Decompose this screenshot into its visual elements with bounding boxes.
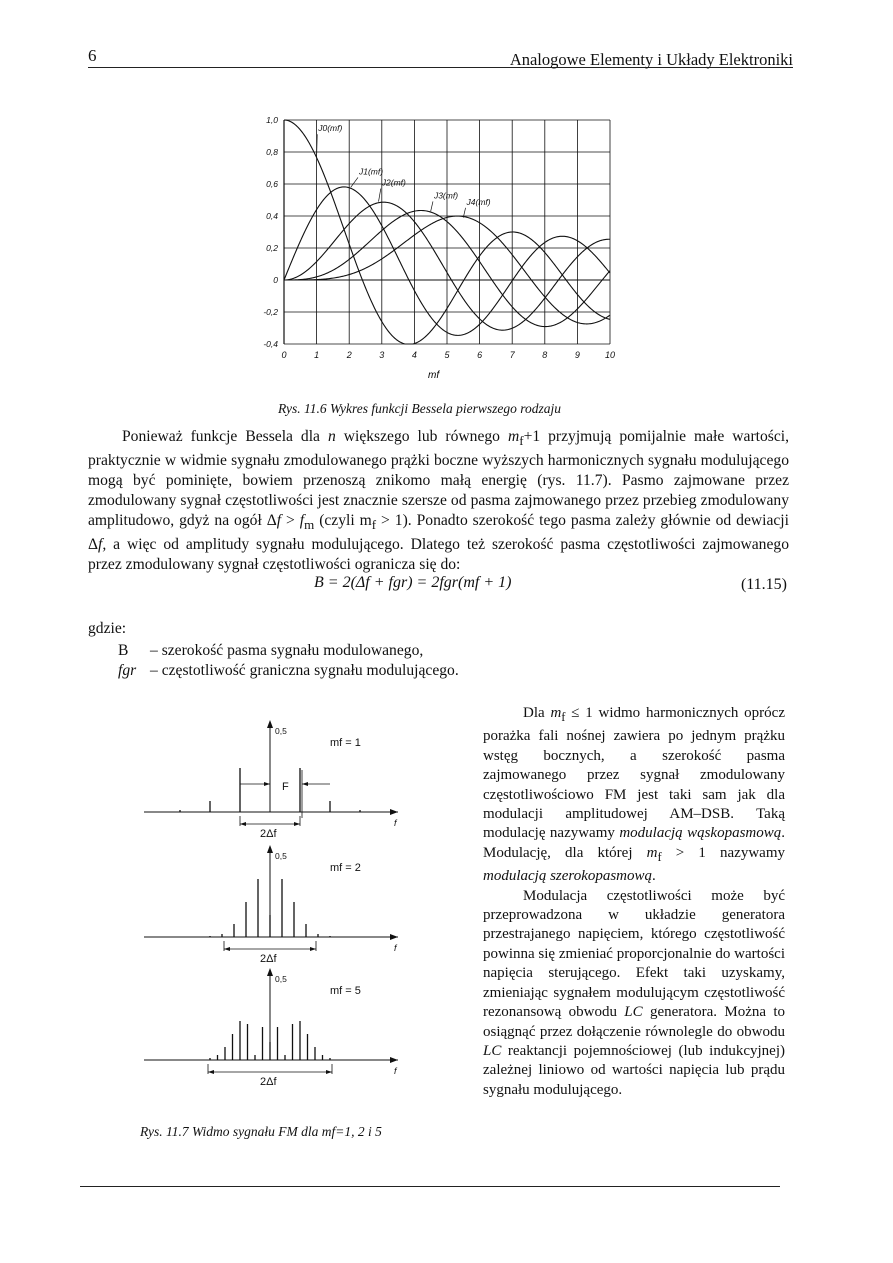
para-italic: f: [276, 512, 282, 530]
y-tick-label: 1,0: [266, 115, 278, 125]
page-number: 6: [88, 46, 97, 65]
y-tick-label: 0,2: [266, 243, 278, 253]
axis-arrow: [267, 720, 273, 728]
spectrum-panel-2: [144, 845, 398, 965]
y-tick-label: -0,2: [263, 307, 278, 317]
definition-symbol: fgr: [118, 662, 137, 679]
footer-rule: [80, 1186, 780, 1187]
col-text: reaktancji pojemnościowej (lub indukcyjnej) zależnej liniowo od wartości napięcia lub prądu sygnału modulującego.: [483, 1042, 785, 1098]
chart-grid: [284, 120, 610, 344]
col-text: Dla: [523, 705, 551, 721]
x-tick-label: 9: [574, 350, 580, 360]
y-tick-label: -0,4: [263, 339, 278, 349]
peak-label: 0,5: [275, 851, 287, 861]
para-text: a więc od amplitudy sygnału modulującego. Dlatego też szerokość pasma częstotliwości zajmowanego przez zmodulowany sygnał częstotliwości ogranicza się do:: [88, 536, 789, 574]
x-tick-label: 1: [314, 350, 320, 360]
series-label: J3(mf): [433, 190, 459, 201]
para-sub: m: [304, 517, 315, 533]
col-text: generatora. Można to osiągnąć przez dołączenie równolegle do obwodu: [483, 1004, 785, 1040]
fm-spectrum-figure: [140, 714, 410, 1114]
col-text: > 1 nazywamy: [661, 844, 785, 861]
axis-arrow: [267, 845, 273, 853]
para-sub: f: [371, 517, 377, 533]
bessel-chart: [250, 112, 630, 392]
col-italic: LC: [624, 1004, 643, 1021]
spacing-arrow: [302, 782, 308, 786]
x-tick-label: 5: [444, 350, 450, 360]
chart-series-labels: [317, 123, 491, 217]
equation-11-15: [88, 574, 789, 602]
definition-text: – szerokość pasma sygnału modulowanego,: [150, 642, 424, 659]
axis-arrow: [390, 809, 398, 815]
para-text: większego lub równego: [335, 428, 508, 445]
y-tick-label: 0,6: [266, 179, 278, 189]
mf-label: mf = 1: [330, 737, 361, 749]
peak-label: 0,5: [275, 974, 287, 984]
axis-f-label: f: [394, 1066, 397, 1076]
col-italic: m: [646, 844, 658, 861]
definition-item: [118, 661, 459, 681]
bandwidth-label: 2Δf: [260, 1076, 277, 1088]
equation-number: (11.15): [740, 576, 787, 593]
x-tick-label: 4: [411, 350, 417, 360]
column-paragraph-2: [483, 887, 785, 1100]
series-label-leader: [351, 177, 358, 187]
spectrum-panel-1: [144, 720, 398, 840]
series-label-leader: [431, 201, 433, 211]
para-italic: n: [327, 428, 336, 445]
para-text: (czyli m: [314, 512, 372, 530]
x-tick-label: 7: [509, 350, 515, 360]
para-sub: f: [519, 433, 524, 449]
definition-item: [118, 641, 459, 661]
para-italic: m: [507, 428, 520, 445]
book-title: Analogowe Elementy i Układy Elektroniki: [509, 50, 793, 69]
series-label-leader: [379, 189, 381, 202]
definitions-list: [118, 641, 459, 681]
x-tick-label: 0: [281, 350, 287, 360]
col-sub: f: [561, 710, 566, 724]
col-text: .: [652, 868, 656, 885]
x-tick-label: 3: [379, 350, 385, 360]
main-paragraph: [88, 427, 789, 575]
col-sub: f: [657, 849, 662, 864]
figure-1-caption: Rys. 11.6 Wykres funkcji Bessela pierwszego rodzaju: [278, 401, 561, 416]
spectrum-panel-3: [144, 968, 398, 1088]
y-tick-label: 0: [273, 275, 278, 285]
column-paragraph-1: [483, 704, 785, 887]
col-text: Modulacja częstotliwości może być przeprowadzona w układzie generatora przestrajanego napięciem, którego częstotliwość powinna się zmieniać proporcjonalnie do wartości napięcia sterującego. Efekt taki uzyskamy, zmieniając sygnałem modulującym częstotliwość rezonansową obwodu: [483, 887, 785, 1021]
col-text: ≤ 1 widmo harmonicznych oprócz porażka fali nośnej zawiera po jednym prążku wstęg bocznych, a szerokość pasma zajmowanego przez sygnał zmodulowany częstotliwościowo FM jest taki sam jak dla modulacji amplitudowej AM–DSB. Taką modulację nazywamy: [483, 705, 785, 842]
axis-f-label: f: [394, 943, 397, 953]
definition-text: – częstotliwość graniczna sygnału modulującego.: [150, 662, 459, 679]
series-label: J1(mf): [358, 166, 384, 177]
series-label: J0(mf): [318, 123, 343, 134]
x-tick-label: 2: [346, 350, 352, 360]
col-italic: LC: [483, 1042, 502, 1059]
x-tick-label: 6: [477, 350, 483, 360]
x-tick-label: 10: [604, 350, 616, 360]
mf-label: mf = 5: [330, 985, 361, 997]
axis-arrow: [390, 934, 398, 940]
x-tick-label: 8: [542, 350, 548, 360]
series-label: J2(mf): [381, 177, 406, 188]
axis-arrow: [390, 1057, 398, 1063]
col-text: . Modulację, dla której: [483, 825, 786, 861]
chart-x-axis-label: mf: [428, 370, 440, 381]
right-column-text: [483, 704, 785, 1100]
spacing-arrow: [264, 782, 270, 786]
axis-arrow: [267, 968, 273, 976]
axis-f-label: f: [394, 818, 397, 828]
col-italic: modulacją szerokopasmową: [483, 868, 653, 885]
bandwidth-label: 2Δf: [260, 953, 277, 965]
series-label: J4(mf): [466, 196, 491, 207]
y-tick-label: 0,4: [266, 211, 278, 221]
bandwidth-label: 2Δf: [260, 828, 277, 840]
peak-label: 0,5: [275, 726, 287, 736]
para-text: +1 przyjmują pomijalnie małe wartości, praktycznie w widmie sygnału zmodulowanego prążki boczne wyższych harmonicznych sygnału modulującego mogą być pominięte, bowiem przenoszą znikomo małą energię (rys. 11.7). Pasmo zajmowane przez zmodulowany sygnał częstotliwości jest znacznie szersze od pasma zajmowanego przez przebieg zmodulowany amplitudowo, gdyż na ogół Δ: [88, 428, 789, 530]
para-italic: f,: [98, 536, 107, 554]
spacing-label: F: [282, 781, 289, 793]
para-text: > 1). Ponadto szerokość tego pasma zależy głównie od dewiacji Δ: [88, 512, 789, 554]
header-rule: [88, 67, 793, 68]
y-tick-label: 0,8: [266, 147, 278, 157]
col-italic: modulacją wąskopasmową: [619, 825, 782, 842]
para-italic: f: [299, 512, 305, 530]
equation-formula: B = 2(Δf + fgr) = 2fgr(mf + 1): [314, 574, 512, 591]
mf-label: mf = 2: [330, 862, 361, 874]
col-italic: m: [550, 705, 562, 721]
definition-symbol: B: [118, 642, 129, 659]
para-text: >: [281, 512, 300, 530]
para-text: Ponieważ funkcje Bessela dla: [122, 428, 328, 445]
figure-2-caption: Rys. 11.7 Widmo sygnału FM dla mf=1, 2 i 5: [140, 1124, 382, 1139]
definitions-intro: gdzie:: [88, 620, 127, 637]
